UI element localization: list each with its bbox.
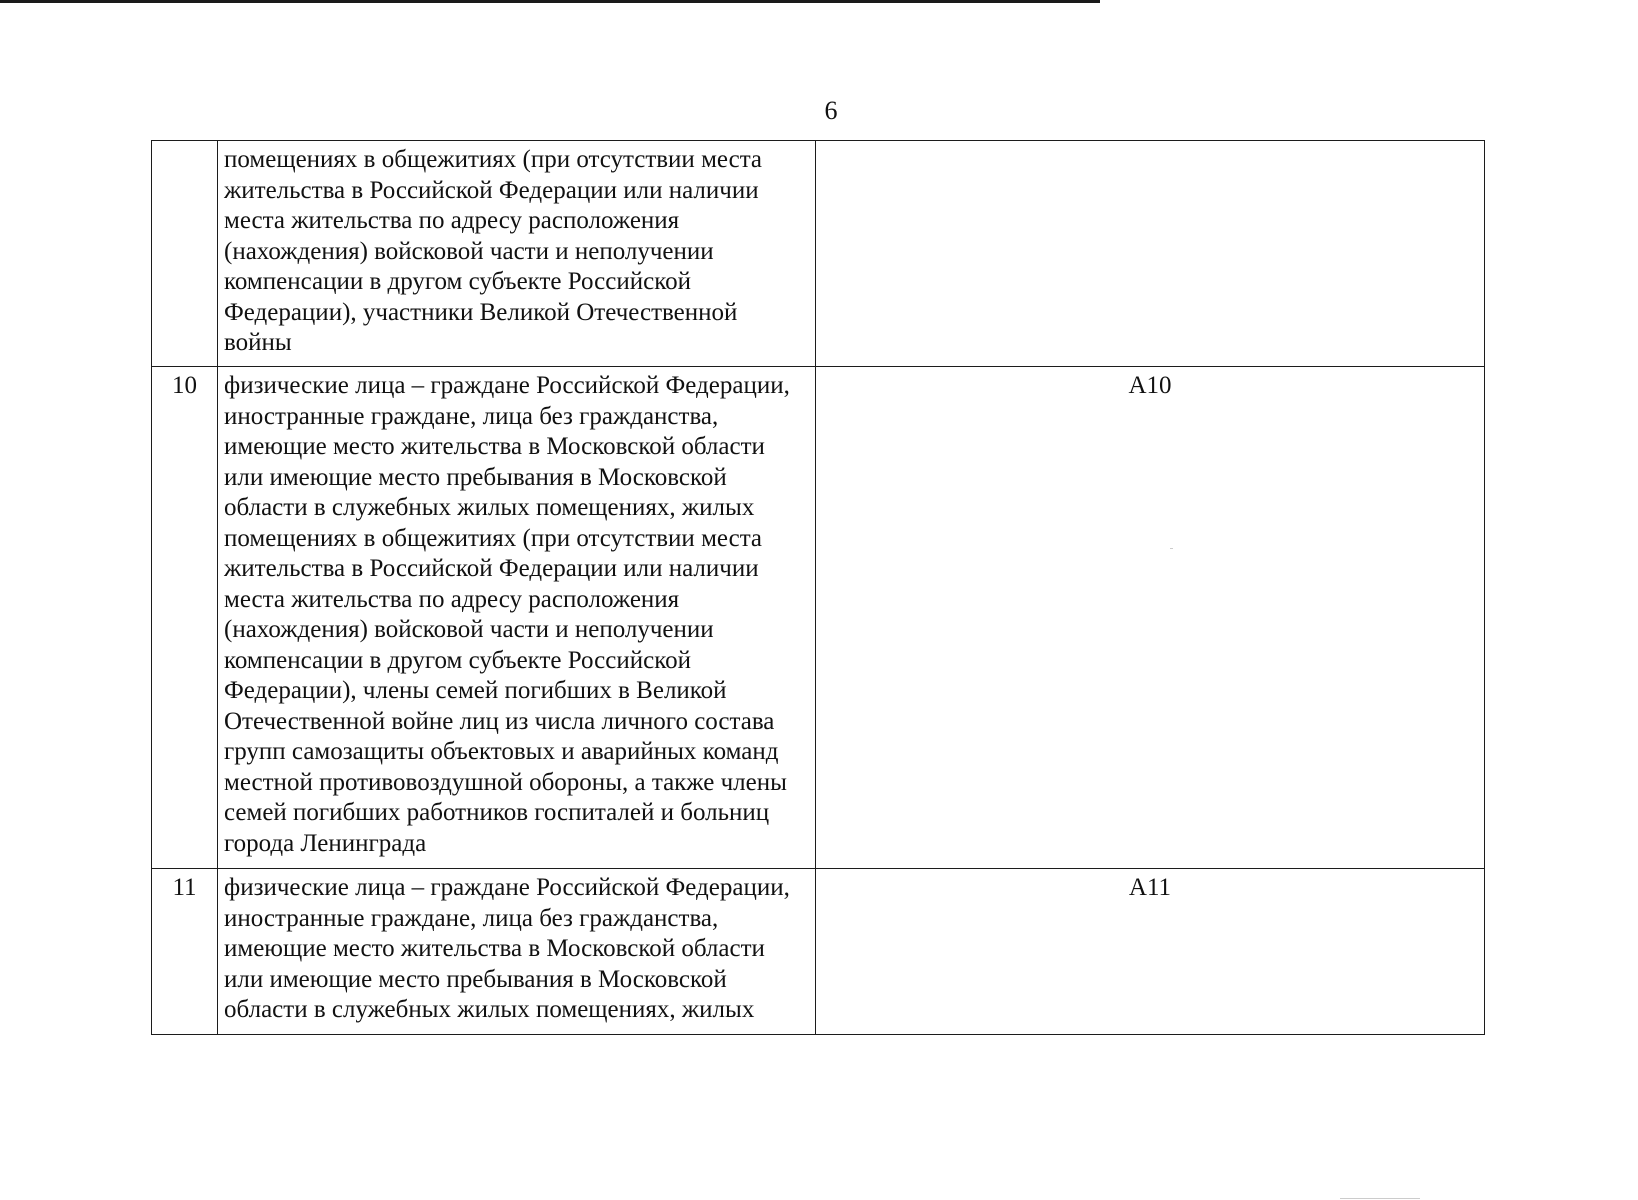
row-description-cell: [218, 869, 816, 1035]
row-code-cell: А10: [816, 367, 1485, 869]
description-line: иностранные граждане, лица без гражданства,: [224, 402, 719, 430]
description-line: помещениях в общежитиях (при отсутствии места: [224, 524, 763, 552]
description-line: (нахождения) войсковой части и неполучении: [224, 237, 714, 265]
description-line: Федерации), члены семей погибших в Великой: [224, 677, 727, 704]
scan-speck: [1170, 548, 1173, 549]
description-line: или имеющие место пребывания в Московской: [224, 965, 727, 993]
description-line: помещениях в общежитиях (при отсутствии места: [224, 146, 763, 173]
row-code-cell: [816, 141, 1485, 367]
description-line: групп самозащиты объектовых и аварийных команд: [224, 738, 779, 765]
description-line: Федерации), участники Великой Отечественной: [224, 298, 738, 326]
table-row: [152, 141, 1485, 367]
description-line: местной противовоздушной обороны, а также члены: [224, 768, 787, 796]
table-row: [152, 367, 1485, 869]
description-line: места жительства по адресу расположения: [224, 207, 680, 234]
row-description-cell: [218, 367, 816, 869]
description-line: семей погибших работников госпиталей и больниц: [224, 799, 770, 826]
scan-edge: [0, 0, 1100, 3]
row-number-cell: 11: [152, 869, 218, 1035]
page-number: 6: [824, 96, 838, 125]
row-number-cell: [152, 141, 218, 367]
description-line: физические лица – граждане Российской Федерации,: [224, 372, 790, 399]
description-line: компенсации в другом субъекте Российской: [224, 268, 691, 295]
description-line: Отечественной войне лиц из числа личного состава: [224, 707, 775, 735]
row-description-cell: [218, 141, 816, 367]
description-line: области в служебных жилых помещениях, жилых: [224, 494, 755, 521]
description-line: компенсации в другом субъекте Российской: [224, 646, 691, 674]
description-line: (нахождения) войсковой части и неполучении: [224, 616, 714, 643]
description-line: имеющие место жительства в Московской области: [224, 935, 765, 962]
scan-speck: [1340, 1198, 1420, 1199]
description-line: войны: [224, 329, 292, 356]
description-line: области в служебных жилых помещениях, жилых: [224, 996, 755, 1023]
description-line: имеющие место жительства в Московской области: [224, 433, 765, 460]
description-line: иностранные граждане, лица без гражданства,: [224, 904, 719, 932]
document-table: [151, 140, 1485, 1035]
description-line: жительства в Российской Федерации или наличии: [224, 176, 759, 204]
description-line: места жительства по адресу расположения: [224, 585, 680, 613]
row-code-cell: А11: [816, 869, 1485, 1035]
description-line: физические лица – граждане Российской Федерации,: [224, 874, 790, 901]
description-line: жительства в Российской Федерации или наличии: [224, 555, 759, 582]
description-line: или имеющие место пребывания в Московской: [224, 463, 727, 491]
table-row: [152, 869, 1485, 1035]
description-line: города Ленинграда: [224, 829, 427, 857]
row-number-cell: 10: [152, 367, 218, 869]
